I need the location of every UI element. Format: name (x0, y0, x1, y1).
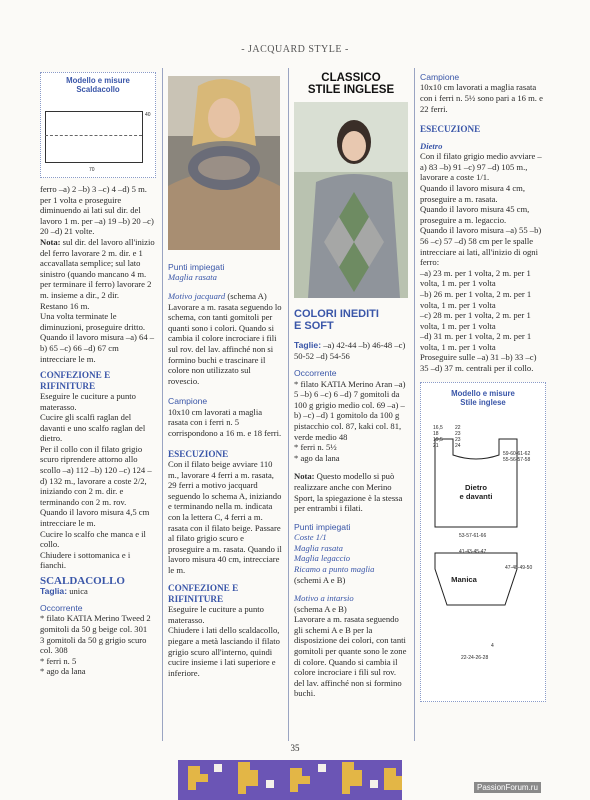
body-text: Eseguire le cuciture a punto materasso. Chiudere i lati dello scaldacollo, piegare a metà lasciando il filato grigio scuro all'interno, quindi cucire insieme i lati superiore e inferiore. (168, 604, 280, 678)
measure-right: 59-60-61-62 55-56-57-58 (503, 450, 531, 463)
size-label: Taglia: (40, 586, 68, 597)
body-text: Restano 16 m. Una volta terminate le diminuzioni, proseguire dritto. Quando il lavoro misura –a) 64 –b) 65 –c) 66 –d) 67 cm intrecciare le m. (40, 300, 155, 364)
jacquard-photo-strip (178, 760, 402, 800)
stitch-label: Motivo a intarsio (294, 593, 354, 604)
subsection-heading: Occorrente (40, 603, 83, 613)
note-body: sul dir. del lavoro all'inizio del ferro lavorare 2 m. dir. e 1 accavallata semplice; sul lato sinistro (quando mancano 4 m. per terminare il ferro) lavorare 2 m. insieme a dir., 2 dir. (40, 236, 155, 300)
body-text: 10x10 cm lavorati a maglia rasata con i ferri n. 5 corrispondono a 16 m. e 18 ferri. (168, 406, 282, 438)
piece-label-back-front: Dietro e davanti (459, 482, 493, 501)
subsection-heading: Campione (420, 72, 460, 82)
running-header: - JACQUARD STYLE - (241, 44, 349, 55)
body-text: Eseguire le cuciture a punto materasso. Cucire gli scalfi raglan del davanti e uno scalfo raglan del dietro. Per il collo con il filato grigio scuro riprendere attorno allo scollo –a) 112 –b) 120 –c) 124 –d) 132 m., lavorare a coste 2/2, iniziando con 2 m. dir. e terminando con 2 m. rov. Quando il lavoro misura 4,5 cm intrecciare le m. Cucire lo scalfo che manca e il collo. Chiudere i sottomanica e i fianchi. (40, 390, 152, 571)
section-heading: SCALDACOLLO (40, 575, 125, 587)
section-heading: CONFEZIONE E RIFINITURE (168, 583, 239, 604)
stitch-ref: (schema A e B) (294, 603, 347, 614)
column-1 (40, 72, 156, 677)
section-heading: ESECUZIONE (420, 124, 481, 135)
sleeve-measure-right: 47-48-49-50 (505, 564, 533, 571)
stitch-ref: (schemi A e B) (294, 574, 346, 585)
sizes-label: Taglie: (294, 340, 322, 350)
height-measure: 40 (145, 112, 151, 118)
width-measure: 70 (89, 167, 95, 173)
materials-list: * filato KATIA Merino Tweed 2 gomitoli da 50 g beige col. 301 3 gomitoli da 50 g grigio scuro col. 308 * ferri n. 5 * ago da lana (40, 613, 151, 677)
jacquard-pattern (178, 760, 402, 800)
sizes-value: –a) 42-44 –b) 46-48 –c) 50-52 –d) 54-56 (294, 340, 406, 361)
diagram-title: Modello e misure Stile inglese (451, 388, 515, 407)
page-number: 35 (290, 743, 300, 753)
section-heading: ESECUZIONE (168, 448, 229, 459)
sizes-text (294, 340, 408, 361)
photo-illustration (294, 102, 408, 298)
stitch-list: Coste 1/1 Maglia rasata Maglia legaccio Ricamo a punto maglia (294, 532, 375, 574)
measure-left-2: 22 23 23 24 (455, 424, 461, 449)
measure-bottom: 53-57-61-66 (459, 532, 487, 539)
column-divider (162, 68, 163, 741)
piece-title: Dietro (420, 140, 443, 151)
body-text: Lavorare a m. rasata seguendo gli schemi A e B per la disposizione dei colori, con tanti gomitoli per quante sono le zone di colore. Quando si cambia il colore incrociare i fili sul rov. del lav. affinché non si formino buchi. (294, 614, 407, 699)
column-4 (420, 72, 546, 702)
note-text (294, 471, 408, 513)
subsection-heading: Punti impiegati (168, 262, 225, 272)
subtitle: COLORI INEDITI E SOFT (294, 308, 379, 332)
note-body: Questo modello si può realizzare anche con Merino Sport, la spiegazione è la stessa per entrambi i filati. (294, 471, 403, 514)
stitch-heading (168, 291, 282, 302)
model-photo-stile-inglese (294, 102, 408, 298)
materials-list: * filato KATIA Merino Aran –a) 5 –b) 6 –c) 6 –d) 7 gomitoli da 100 g grigio medio col. 69 –a) –b) –c) –d) 1 gomitolo da 100 g pistacchio col. 87, kaki col. 81, verde medio 48 * ferri n. 5½ * ago da lana (294, 378, 406, 463)
body-text: 10x10 cm lavorati a maglia rasata con i ferri n. 5½ sono pari a 16 m. e 22 ferri. (420, 82, 543, 114)
note-text (40, 237, 156, 301)
stitch-ref: (schema A) (225, 291, 267, 301)
column-divider (414, 68, 415, 741)
column-3 (294, 72, 408, 699)
stile-inglese-diagram (420, 382, 546, 702)
watermark: PassionForum.ru (474, 782, 541, 793)
note-label: Nota: (40, 236, 61, 247)
stitch-name: Maglia rasata (168, 272, 217, 283)
model-title: CLASSICO STILE INGLESE (307, 72, 395, 96)
scaldacollo-diagram (40, 72, 156, 178)
body-text: ferro –a) 2 –b) 3 –c) 4 –d) 5 m. per 1 volta e proseguire diminuendo ai lati sul dir. del lavoro 1 m. per –a) 19 –b) 20 –c) 20 –d) 21 volte. (40, 184, 154, 237)
piece-label-sleeve: Manica (451, 574, 477, 584)
column-divider (288, 68, 289, 741)
size-value: unica (67, 586, 88, 597)
diagram-title: Modello e misure Scaldacollo (66, 76, 130, 94)
sleeve-measure-small: 4 (491, 642, 494, 649)
body-text: Con il filato beige avviare 110 m., lavorare 4 ferri a m. rasata, 29 ferri a motivo jacquard seguendo lo schema A, iniziando e terminando nella m. indicata con la lettera C, 4 ferri a m. rasata con il filato beige. Passare al filato grigio scuro e proseguire a m. rasata. Quando il lavoro misura 40 cm, intrecciare le m. (168, 458, 282, 575)
size-text (40, 586, 156, 597)
measure-left: 16,5 18 19,5 21 (433, 424, 443, 449)
subsection-heading: Punti impiegati (294, 521, 351, 532)
subsection-heading: Campione (168, 396, 208, 407)
stitch-label: Motivo jacquard (168, 291, 226, 301)
model-photo-scaldacollo (168, 76, 280, 250)
column-2 (168, 262, 282, 678)
section-heading: CONFEZIONE E RIFINITURE (40, 370, 111, 391)
sleeve-measure-bottom: 22-24-26-28 (461, 654, 489, 661)
body-text: Con il filato grigio medio avviare –a) 83 –b) 91 –c) 97 –d) 105 m., lavorare a coste 1/1. Quando il lavoro misura 4 cm, proseguire a m. rasata. Quando il lavoro misura 45 cm, proseguire a m. legaccio. Quando il lavoro misura –a) 55 –b) 56 –c) 57 –d) 58 cm per le spalle intrecciare ai lati, all'inizio di ogni ferro: –a) 23 m. per 1 volta, 2 m. per 1 volta, 1 m. per 1 volta –b) 26 m. per 1 volta, 2 m. per 1 volta, 1 m. per 1 volta –c) 28 m. per 1 volta, 2 m. per 1 volta, 1 m. per 1 volta –d) 31 m. per 1 volta, 2 m. per 1 volta, 1 m. per 1 volta Proseguire sulle –a) 31 –b) 33 –c) 35 –d) 37 m. centrali per il collo. (420, 151, 542, 374)
subsection-heading: Occorrente (294, 368, 337, 379)
sleeve-measure-top: 41-43-45-47 (459, 548, 487, 555)
note-label: Nota: (294, 471, 315, 482)
scaldacollo-rect (45, 111, 143, 163)
photo-illustration (168, 76, 280, 250)
fold-line (45, 135, 142, 136)
body-text: Lavorare a m. rasata seguendo lo schema, con tanti gomitoli per quanti sono i colori. Quando si cambia il colore incrociare i fili sul rov. del lav. affinché non si formino buchi e trascinare il colore non utilizzato sul rovescio. (168, 301, 282, 386)
